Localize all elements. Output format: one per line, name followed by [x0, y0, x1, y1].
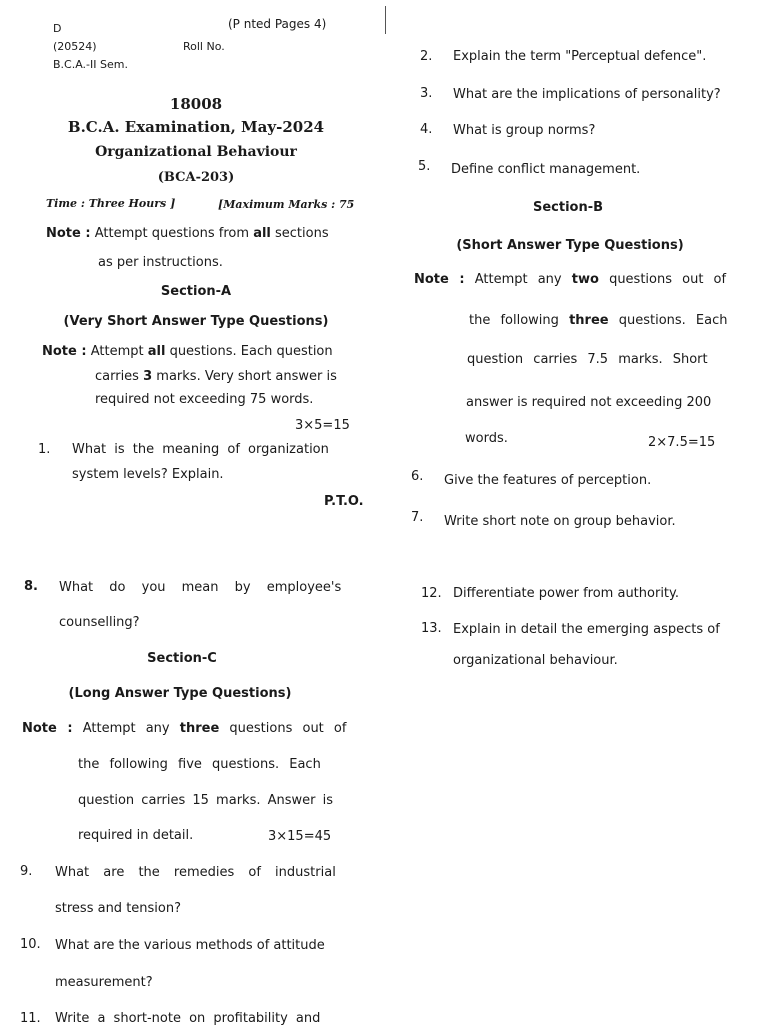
question-number: 13.: [421, 621, 442, 636]
question-number: 1.: [38, 442, 51, 457]
time-allowed: Time : Three Hours ]: [46, 197, 176, 210]
question-number: 4.: [420, 122, 433, 137]
question-text: Write short note on group behavior.: [444, 514, 676, 529]
question-text-cont: system levels? Explain.: [72, 467, 224, 482]
section-c-marks: 3×15=45: [268, 829, 332, 844]
section-b-note-line3: question carries 7.5 marks. Short: [467, 352, 708, 367]
section-c-subtitle: (Long Answer Type Questions): [68, 686, 292, 701]
exam-title: B.C.A. Examination, May-2024: [67, 118, 325, 136]
printed-pages: (P nted Pages 4): [228, 17, 327, 31]
question-text: What is group norms?: [453, 123, 596, 138]
general-note-line2: as per instructions.: [98, 255, 223, 270]
question-number: 5.: [418, 159, 431, 174]
question-text: What are the various methods of attitude: [55, 938, 325, 953]
question-number: 12.: [421, 586, 442, 601]
subject-code: (BCA-203): [157, 170, 235, 185]
question-text-cont: counselling?: [59, 615, 140, 630]
question-text: Explain the term "Perceptual defence".: [453, 49, 707, 64]
question-text: What are the remedies of industrial: [55, 865, 336, 880]
question-number: 2.: [420, 49, 433, 64]
general-note: Note : Attempt questions from all sections: [46, 226, 329, 241]
section-c-note-line3: question carries 15 marks. Answer is: [78, 793, 333, 808]
note-label: Note :: [46, 226, 91, 241]
fold-mark: [385, 6, 386, 34]
question-text: Give the features of perception.: [444, 473, 652, 488]
max-marks: [Maximum Marks : 75: [218, 198, 355, 211]
section-b-note-line5: words.: [465, 431, 508, 446]
question-text: Define conflict management.: [451, 162, 641, 177]
section-b-note-line2: the following three questions. Each: [469, 313, 728, 328]
question-number: 7.: [411, 510, 424, 525]
section-a-subtitle: (Very Short Answer Type Questions): [63, 314, 329, 329]
section-b-title: Section-B: [532, 200, 604, 215]
question-text: What is the meaning of organization: [72, 442, 329, 457]
question-text-cont: stress and tension?: [55, 901, 182, 916]
question-text: Write a short-note on profitability and: [55, 1011, 321, 1026]
section-a-note-line3: required not exceeding 75 words.: [95, 392, 314, 407]
course-label: B.C.A.-II Sem.: [53, 58, 128, 71]
section-c-note: Note : Attempt any three questions out of: [22, 721, 347, 736]
question-number: 8.: [24, 579, 38, 594]
section-b-note: Note : Attempt any two questions out of: [414, 272, 727, 287]
section-a-title: Section-A: [160, 284, 232, 299]
question-text: Explain in detail the emerging aspects of: [453, 622, 720, 637]
section-b-note-line4: answer is required not exceeding 200: [466, 395, 712, 410]
question-number: 10.: [20, 937, 41, 952]
section-a-marks: 3×5=15: [295, 418, 350, 433]
section-b-subtitle: (Short Answer Type Questions): [456, 238, 684, 253]
question-number: 9.: [20, 864, 33, 879]
section-b-marks: 2×7.5=15: [648, 435, 716, 450]
question-text-cont: measurement?: [55, 975, 153, 990]
section-a-note-line2: carries 3 marks. Very short answer is: [95, 369, 337, 384]
section-c-note-line2: the following five questions. Each: [78, 757, 321, 772]
section-c-title: Section-C: [147, 651, 217, 666]
question-text: What are the implications of personality?: [453, 87, 721, 102]
question-number: 3.: [420, 86, 433, 101]
roll-no-label: Roll No.: [183, 40, 225, 53]
question-text: What do you mean by employee's: [59, 580, 342, 595]
subject-title: Organizational Behaviour: [95, 144, 297, 160]
question-number: 11.: [20, 1011, 41, 1026]
question-number: 6.: [411, 469, 424, 484]
section-a-note: Note : Attempt all questions. Each question: [42, 344, 333, 359]
code-letter: D: [53, 22, 62, 35]
question-text-cont: organizational behaviour.: [453, 653, 618, 668]
paper-number: 18008: [169, 95, 223, 113]
pto-label: P.T.O.: [324, 494, 364, 509]
section-c-note-line4: required in detail.: [78, 828, 194, 843]
paper-code: (20524): [53, 40, 97, 53]
question-text: Differentiate power from authority.: [453, 586, 679, 601]
